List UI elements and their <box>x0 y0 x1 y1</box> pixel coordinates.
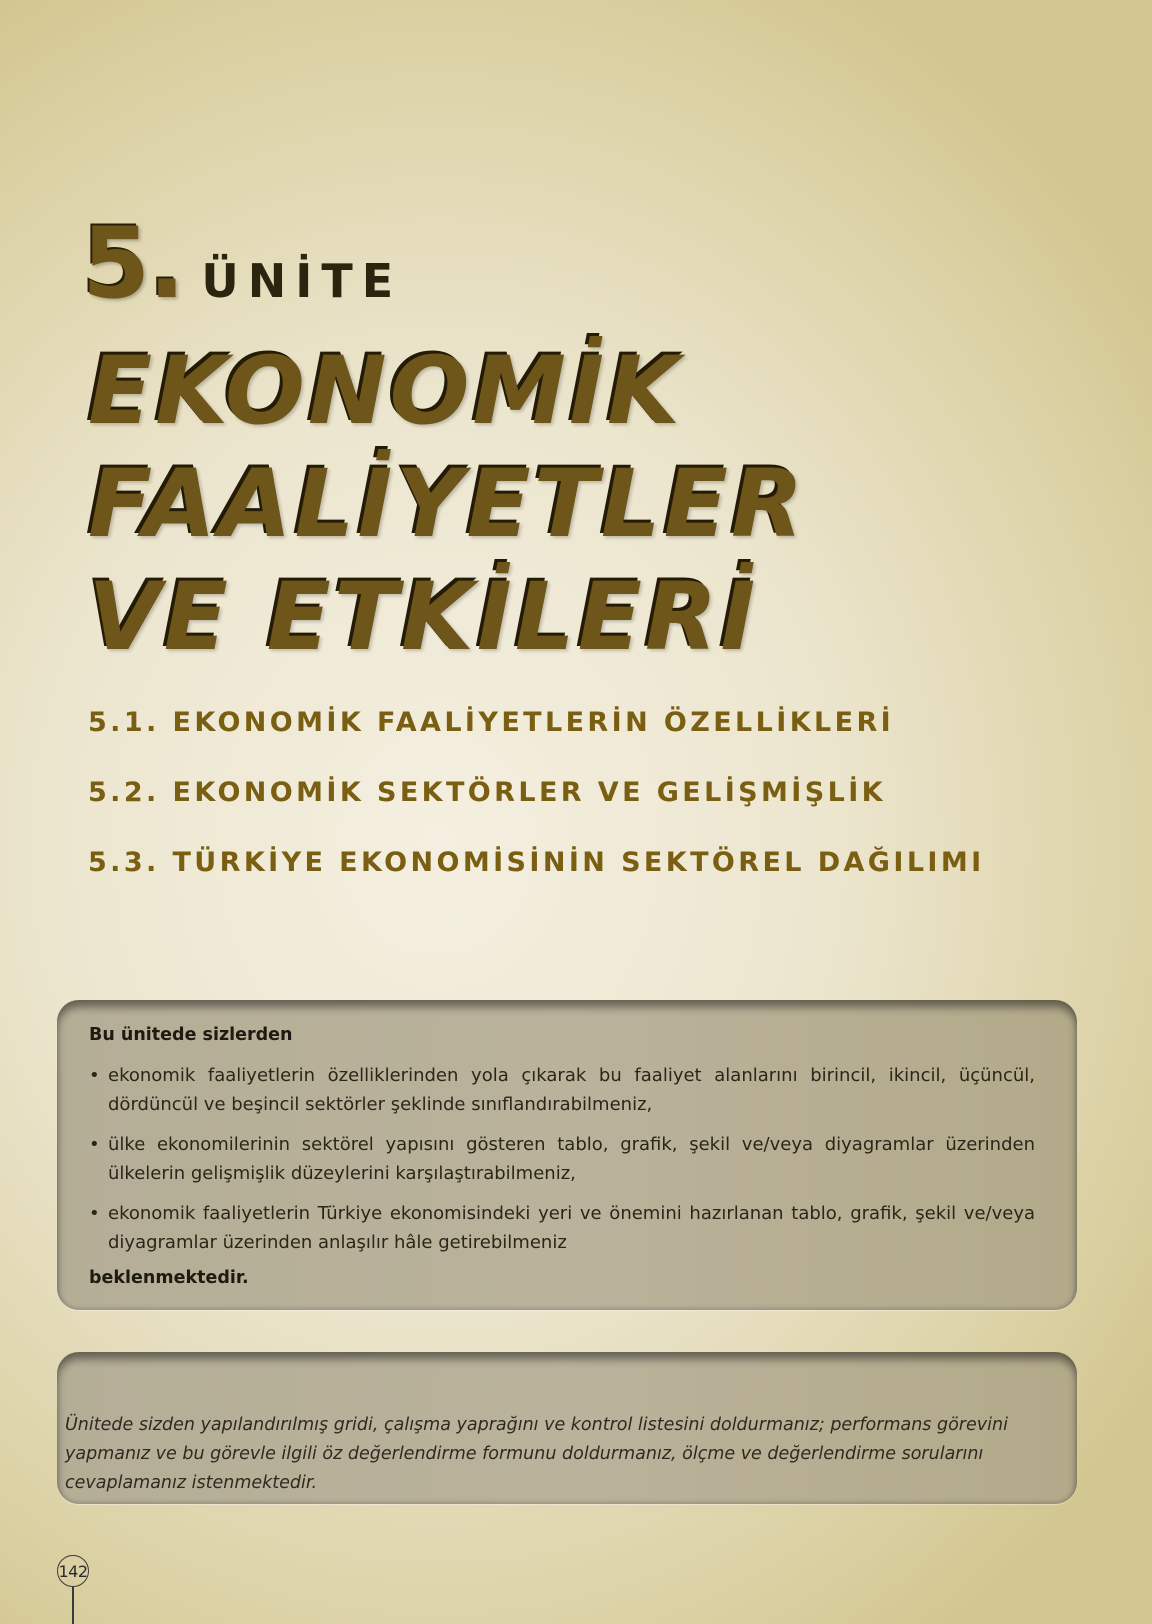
page-number-rule <box>72 1586 74 1624</box>
unit-title-line: VE ETKİLERİ <box>88 563 759 672</box>
unit-heading <box>82 207 403 321</box>
bullet-icon: • <box>89 1065 100 1086</box>
assessment-note-box <box>57 1352 1077 1504</box>
objectives-list <box>89 1061 1035 1257</box>
unit-label: ÜNİTE <box>201 254 403 308</box>
page-number: 142 <box>57 1555 89 1587</box>
unit-title-line: FAALİYETLER <box>88 450 807 559</box>
bullet-icon: • <box>89 1203 100 1224</box>
bullet-icon: • <box>89 1134 100 1155</box>
objective-item <box>89 1130 1035 1188</box>
objective-text: ekonomik faaliyetlerin özelliklerinden yola çıkarak bu faaliyet alanlarını birincil, ikincil, üçüncül, dördüncül ve beşincil sektörler şeklinde sınıflandırabilmeniz, <box>108 1065 1035 1115</box>
objective-item <box>89 1199 1035 1257</box>
subtopic-item: 5.1. EKONOMİK FAALİYETLERİN ÖZELLİKLERİ <box>88 707 895 738</box>
objectives-box <box>57 1000 1077 1310</box>
unit-title <box>88 335 806 674</box>
assessment-note-text: Ünitede sizden yapılandırılmış gridi, çalışma yaprağını ve kontrol listesini doldurmanız; performans görevini yapmanız ve bu görevle ilgili öz değerlendirme formunu doldurmanız, ölçme ve değerlendirme sorularını cevaplamanız istenmektedir. <box>65 1415 1008 1493</box>
objective-text: ekonomik faaliyetlerin Türkiye ekonomisindeki yeri ve önemini hazırlanan tablo, grafik, şekil ve/veya diyagramlar üzerinden anlaşılır hâle getirebilmeniz <box>108 1203 1035 1253</box>
subtopic-item: 5.2. EKONOMİK SEKTÖRLER VE GELİŞMİŞLİK <box>88 777 886 808</box>
subtopic-list <box>88 706 985 916</box>
objectives-footer: beklenmektedir. <box>89 1268 249 1288</box>
objective-item <box>89 1061 1035 1119</box>
objectives-heading: Bu ünitede sizlerden <box>89 1025 293 1045</box>
objective-text: ülke ekonomilerinin sektörel yapısını gösteren tablo, grafik, şekil ve/veya diyagramlar üzerinden ülkelerin gelişmişlik düzeylerini karşılaştırabilmeniz, <box>108 1134 1035 1184</box>
subtopic-item: 5.3. TÜRKİYE EKONOMİSİNİN SEKTÖREL DAĞILIMI <box>88 847 985 878</box>
unit-title-line: EKONOMİK <box>88 337 683 446</box>
unit-number: 5. <box>82 207 184 321</box>
